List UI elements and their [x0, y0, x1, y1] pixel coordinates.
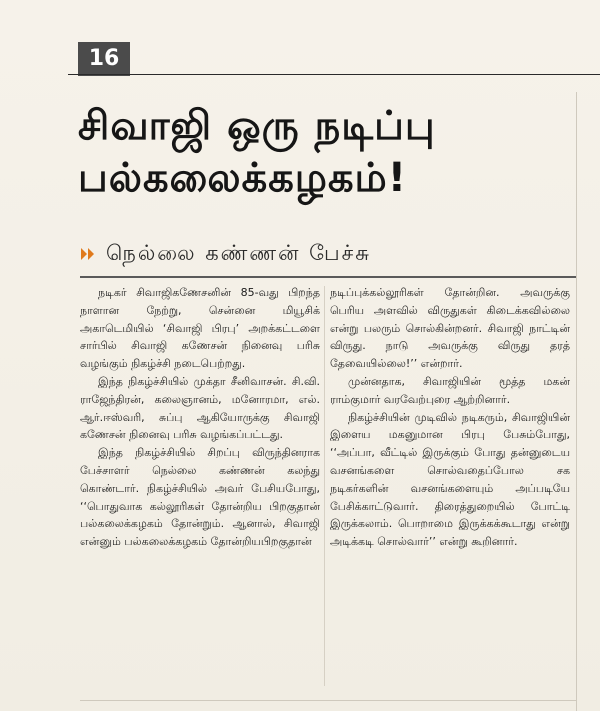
headline-line-2: பல்கலைக்கழகம்! [78, 155, 407, 201]
page-number-badge: 16 [78, 42, 130, 76]
article-paragraph: நடிகர் சிவாஜிகணேசனின் 85-வது பிறந்த நாளான நேற்று, சென்னை மியூசிக் அகாடெமியில் ‘சிவாஜி பிரபு’ அறக்கட்டளை சார்பில் சிவாஜி கணேசன் நினைவு பரிசு வழங்கும் நிகழ்ச்சி நடைபெற்றது. [80, 286, 320, 371]
article-column-right [330, 284, 570, 551]
column-divider [324, 286, 325, 686]
article-column-left [80, 284, 320, 551]
byline-text: நெல்லை கண்ணன் பேச்சு [106, 240, 372, 265]
byline [80, 236, 540, 272]
article-headline [78, 100, 558, 204]
article-paragraph: இந்த நிகழ்ச்சியில் சிறப்பு விருந்தினராக பேச்சாளர் நெல்லை கண்ணன் கலந்து கொண்டார். நிகழ்ச்சியில் அவர் பேசியபோது, ‘‘பொதுவாக கல்லூரிகள் தோன்றிய பிறகுதான் பல்கலைக்கழகம் தோன்றும். ஆனால், சிவாஜி என்னும் பல்கலைக்கழகம் தோன்றியபிறகுதான் [80, 446, 320, 549]
margin-rule [576, 92, 577, 711]
article-paragraph: நடிப்புக்கல்லூரிகள் தோன்றின. அவருக்கு பெரிய அளவில் விருதுகள் கிடைக்கவில்லை என்று பலரும் சொல்கின்றனர். சிவாஜி நாட்டின் விருது. நாடு அவருக்கு விருது தரத் தேவையில்லை!’’ என்றார். [330, 286, 570, 371]
double-chevron-right-icon [80, 246, 98, 262]
header-rule [68, 74, 600, 75]
headline-line-1: சிவாஜி ஒரு நடிப்பு [78, 103, 436, 149]
byline-rule [80, 276, 576, 278]
article-paragraph: முன்னதாக, சிவாஜியின் மூத்த மகன் ராம்குமார் வரவேற்புரை ஆற்றினார். [330, 374, 570, 406]
footer-rule [80, 700, 576, 701]
article-paragraph: இந்த நிகழ்ச்சியில் முக்தா சீனிவாசன். சி.வி. ராஜேந்திரன், கலைஞானம், மனோரமா, எல். ஆர்.ஈஸ்வரி, சுப்பு ஆகியோருக்கு சிவாஜி கணேசன் நினைவு பரிசு வழங்கப்பட்டது. [80, 374, 320, 442]
article-paragraph: நிகழ்ச்சியின் முடிவில் நடிகரும், சிவாஜியின் இளைய மகனுமான பிரபு பேசும்போது, ‘‘அப்பா, வீட்டில் இருக்கும் போது தன்னுடைய வசனங்களை சொல்வதைப்போல சக நடிகர்களின் வசனங்களையும் அப்படியே பேசிக்காட்டுவார். திரைத்துறையில் போட்டி இருக்கலாம். பொறாமை இருக்கக்கூடாது என்று அடிக்கடி சொல்வார்’’ என்று கூறினார். [330, 410, 570, 549]
